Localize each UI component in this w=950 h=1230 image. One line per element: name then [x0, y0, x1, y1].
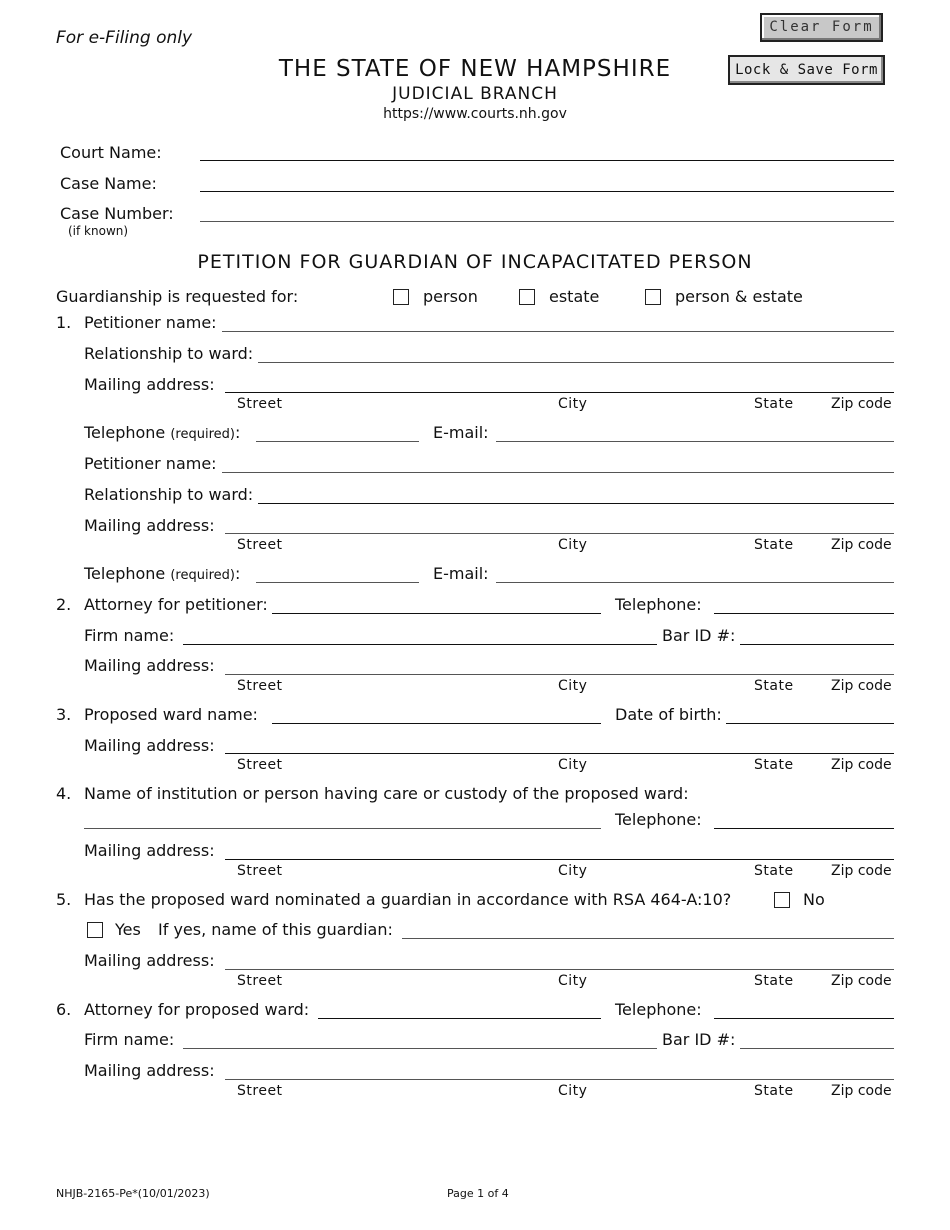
mailing-address-label: Mailing address: — [84, 516, 215, 535]
attorney-label: Attorney for petitioner: — [84, 595, 268, 614]
city-caption: City — [558, 973, 588, 989]
mailing-address-label: Mailing address: — [84, 841, 215, 860]
ward-name-label: Proposed ward name: — [84, 705, 258, 724]
relationship-label: Relationship to ward: — [84, 485, 254, 504]
zip-caption: Zip code — [831, 863, 892, 879]
street-caption: Street — [237, 537, 283, 553]
mailing-address-label: Mailing address: — [84, 736, 215, 755]
section-6-number: 6. — [56, 1000, 72, 1019]
mailing-address-label: Mailing address: — [84, 1061, 215, 1080]
zip-caption: Zip code — [831, 757, 892, 773]
efiling-note: For e-Filing only — [56, 28, 193, 48]
section-2-number: 2. — [56, 595, 72, 614]
city-caption: City — [558, 757, 588, 773]
mailing-address-field[interactable] — [225, 753, 894, 754]
case-name-field[interactable] — [200, 191, 894, 192]
case-name-label: Case Name: — [60, 174, 157, 193]
street-caption: Street — [237, 396, 283, 412]
city-caption: City — [558, 396, 588, 412]
dob-field[interactable] — [726, 723, 894, 724]
email-field[interactable] — [496, 582, 894, 583]
bar-id-field[interactable] — [740, 1048, 894, 1049]
telephone-label: Telephone: — [615, 810, 702, 829]
estate-option-label: estate — [549, 287, 600, 306]
ward-name-field[interactable] — [272, 723, 601, 724]
ward-attorney-field[interactable] — [318, 1018, 601, 1019]
mailing-address-label: Mailing address: — [84, 375, 215, 394]
institution-label: Name of institution or person having care or custody of the proposed ward: — [84, 784, 689, 803]
city-caption: City — [558, 1083, 588, 1099]
mailing-address-label: Mailing address: — [84, 656, 215, 675]
court-url: https://www.courts.nh.gov — [383, 106, 567, 122]
branch-title: JUDICIAL BRANCH — [392, 84, 558, 104]
firm-name-field[interactable] — [183, 1048, 657, 1049]
dob-label: Date of birth: — [615, 705, 722, 724]
telephone-label: Telephone: — [615, 1000, 702, 1019]
attorney-field[interactable] — [272, 613, 601, 614]
yes-checkbox[interactable] — [87, 922, 103, 938]
telephone-label: Telephone (required): — [84, 564, 241, 583]
petition-title: PETITION FOR GUARDIAN OF INCAPACITATED PERSON — [197, 251, 753, 273]
person-estate-checkbox[interactable] — [645, 289, 661, 305]
relationship-label: Relationship to ward: — [84, 344, 254, 363]
person-option-label: person — [423, 287, 478, 306]
form-id: NHJB-2165-Pe*(10/01/2023) — [56, 1187, 210, 1200]
telephone-field[interactable] — [256, 582, 419, 583]
court-name-field[interactable] — [200, 160, 894, 161]
page-number: Page 1 of 4 — [447, 1187, 509, 1200]
ward-attorney-label: Attorney for proposed ward: — [84, 1000, 310, 1019]
guardian-name-label: If yes, name of this guardian: — [158, 920, 393, 939]
email-label: E-mail: — [433, 564, 489, 583]
petitioner-name-label: Petitioner name: — [84, 454, 217, 473]
telephone-label: Telephone: — [615, 595, 702, 614]
city-caption: City — [558, 537, 588, 553]
zip-caption: Zip code — [831, 1083, 892, 1099]
relationship-field[interactable] — [258, 503, 894, 504]
telephone-field[interactable] — [714, 613, 894, 614]
section-3-number: 3. — [56, 705, 72, 724]
clear-form-button[interactable]: Clear Form — [760, 13, 883, 42]
petitioner-name-field[interactable] — [222, 331, 894, 332]
state-caption: State — [754, 863, 794, 879]
lock-save-form-button[interactable]: Lock & Save Form — [728, 55, 885, 85]
institution-field[interactable] — [84, 828, 601, 829]
court-name-label: Court Name: — [60, 143, 162, 162]
firm-name-label: Firm name: — [84, 1030, 175, 1049]
state-caption: State — [754, 1083, 794, 1099]
state-caption: State — [754, 396, 794, 412]
firm-name-label: Firm name: — [84, 626, 175, 645]
zip-caption: Zip code — [831, 678, 892, 694]
telephone-field[interactable] — [256, 441, 419, 442]
bar-id-label: Bar ID #: — [662, 626, 736, 645]
guardian-name-field[interactable] — [402, 938, 894, 939]
city-caption: City — [558, 678, 588, 694]
email-field[interactable] — [496, 441, 894, 442]
telephone-field[interactable] — [714, 828, 894, 829]
firm-name-field[interactable] — [183, 644, 657, 645]
street-caption: Street — [237, 757, 283, 773]
person-estate-option-label: person & estate — [675, 287, 803, 306]
relationship-field[interactable] — [258, 362, 894, 363]
bar-id-label: Bar ID #: — [662, 1030, 736, 1049]
mailing-address-field[interactable] — [225, 969, 894, 970]
if-known-note: (if known) — [68, 224, 129, 238]
person-checkbox[interactable] — [393, 289, 409, 305]
case-number-label: Case Number: — [60, 204, 174, 223]
email-label: E-mail: — [433, 423, 489, 442]
mailing-address-field[interactable] — [225, 533, 894, 534]
mailing-address-field[interactable] — [225, 674, 894, 675]
guardianship-label: Guardianship is requested for: — [56, 287, 299, 306]
mailing-address-field[interactable] — [225, 392, 894, 393]
estate-checkbox[interactable] — [519, 289, 535, 305]
street-caption: Street — [237, 1083, 283, 1099]
street-caption: Street — [237, 973, 283, 989]
state-caption: State — [754, 678, 794, 694]
mailing-address-label: Mailing address: — [84, 951, 215, 970]
section-4-number: 4. — [56, 784, 72, 803]
telephone-label: Telephone (required): — [84, 423, 241, 442]
section-1-number: 1. — [56, 313, 72, 332]
street-caption: Street — [237, 678, 283, 694]
state-caption: State — [754, 973, 794, 989]
zip-caption: Zip code — [831, 973, 892, 989]
case-number-field[interactable] — [200, 221, 894, 222]
no-label: No — [803, 890, 825, 909]
state-caption: State — [754, 537, 794, 553]
mailing-address-field[interactable] — [225, 859, 894, 860]
yes-label: Yes — [115, 920, 141, 939]
section-5-number: 5. — [56, 890, 72, 909]
street-caption: Street — [237, 863, 283, 879]
mailing-address-field[interactable] — [225, 1079, 894, 1080]
petitioner-name-label: Petitioner name: — [84, 313, 217, 332]
zip-caption: Zip code — [831, 537, 892, 553]
city-caption: City — [558, 863, 588, 879]
state-caption: State — [754, 757, 794, 773]
zip-caption: Zip code — [831, 396, 892, 412]
nomination-question: Has the proposed ward nominated a guardian in accordance with RSA 464-A:10? — [84, 890, 732, 909]
petitioner-name-field[interactable] — [222, 472, 894, 473]
no-checkbox[interactable] — [774, 892, 790, 908]
bar-id-field[interactable] — [740, 644, 894, 645]
state-title: THE STATE OF NEW HAMPSHIRE — [278, 56, 672, 82]
telephone-field[interactable] — [714, 1018, 894, 1019]
